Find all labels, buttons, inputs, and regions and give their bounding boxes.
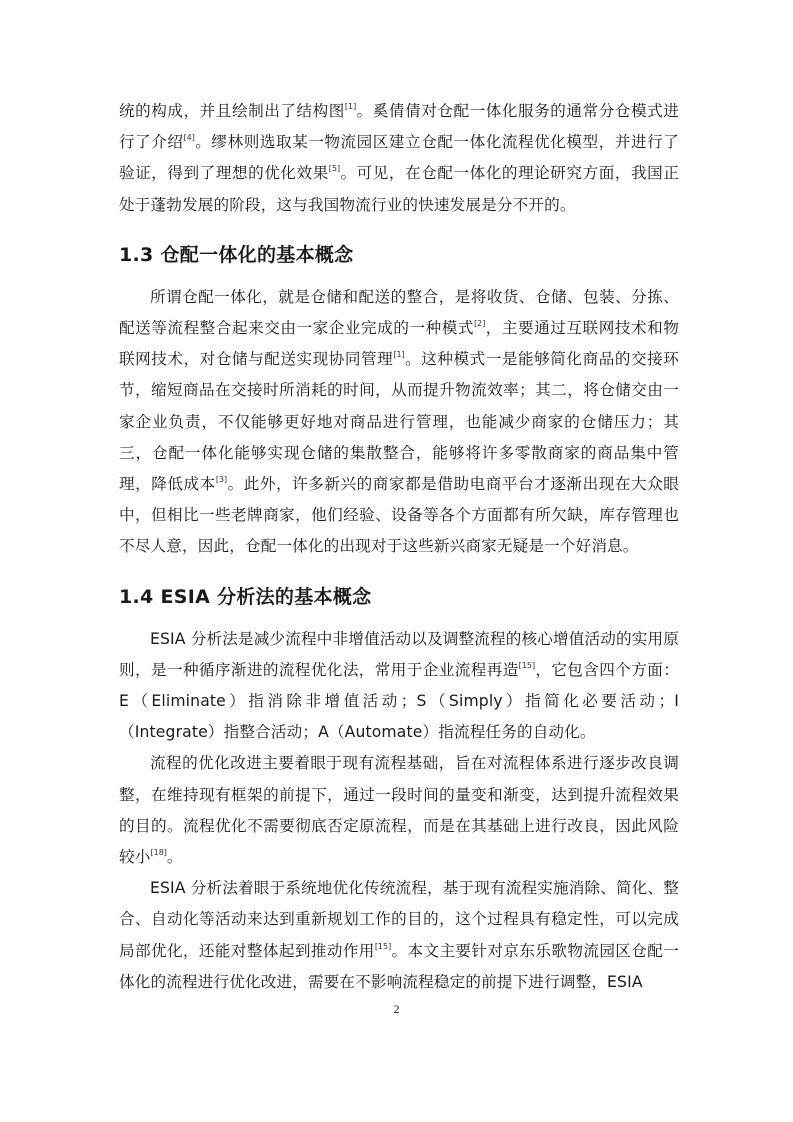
text-run: 。缪林则选取某一物流园区建立仓配一体化流程优化模型，并进行了验证，得到了理想的优化效果: [119, 133, 679, 183]
text-run: ，主要通过互联网技术和物联网技术，对仓储与配送实现协同管理: [119, 319, 679, 369]
text-run: 。此外，许多新兴的商家都是借助电商平台才逐渐出现在大众眼中，但相比一些老牌商家，他们经验、设备等各个方面都有所欠缺，库存管理也不尽人意，因此，仓配一体化的出现对于这些新兴商家无疑是一个好消息。: [119, 475, 679, 556]
page-number: 2: [393, 1002, 400, 1016]
paragraph-esia-application: [119, 873, 679, 998]
text-run: 。这种模式一是能够简化商品的交接环节，缩短商品在交接时所消耗的时间，从而提升物流效率；其二，将仓储交由一家企业负责，不仅能够更好地对商品进行管理，也能减少商家的仓储压力；其三，仓配一体化能够实现仓储的集散整合，能够将许多零散商家的商品集中管理，降低成本: [119, 350, 679, 494]
citation-ref: [5]: [328, 164, 341, 174]
text-run: 。: [166, 848, 183, 867]
section-heading-1-3: 1.3 仓配一体化的基本概念: [119, 243, 354, 266]
paragraph-process-optimization: [119, 748, 679, 873]
paragraph-esia-definition: [119, 624, 679, 749]
page-body: [119, 96, 679, 998]
text-run: 所谓仓配一体化，就是仓储和配送的整合，是将收货、仓储、包装、分拣、配送等流程整合起来交由一家企业完成的一种模式: [119, 287, 679, 338]
citation-ref: [2]: [474, 319, 486, 329]
citation-ref: [15]: [374, 941, 392, 951]
text-run: 流程的优化改进主要着眼于现有流程基础，旨在对流程体系进行逐步改良调整，在维持现有框架的前提下，通过一段时间的量变和渐变，达到提升流程效果的目的。流程优化不需要彻底否定原流程，而是在其基础上进行改良，因此风险较小: [119, 754, 679, 867]
paragraph-continuation: [119, 96, 679, 221]
text-run: 。奚倩倩对仓配一体化服务的通常分仓模式进行了介绍: [119, 102, 679, 152]
citation-ref: [18]: [150, 848, 167, 858]
citation-ref: [15]: [518, 660, 536, 670]
text-run: 。可见，在仓配一体化的理论研究方面，我国正处于蓬勃发展的阶段，这与我国物流行业的快速发展是分不开的。: [119, 164, 679, 214]
text-run: 。本文主要针对京东乐歌物流园区仓配一体化的流程进行优化改进，需要在不影响流程稳定的前提下进行调整，ESIA: [119, 941, 680, 991]
citation-ref: [3]: [215, 475, 228, 485]
text-run: 统的构成，并且绘制出了结构图: [119, 102, 345, 120]
text-run: ，它包含四个方面：E（Eliminate）指消除非增值活动；S（Simply）指简化必要活动；I（Integrate）指整合活动；A（Automate）指流程任务的自动化。: [119, 660, 679, 742]
citation-ref: [1]: [344, 102, 357, 111]
citation-ref: [4]: [183, 133, 195, 143]
paragraph-warehouse-distribution-concept: [119, 282, 679, 563]
section-heading-1-4: 1.4 ESIA 分析法的基本概念: [119, 585, 372, 608]
text-run: ESIA 分析法是减少流程中非增值活动以及调整流程的核心增值活动的实用原则，是一种循序渐进的流程优化法，常用于企业流程再造: [119, 629, 679, 679]
citation-ref: [1]: [393, 350, 405, 360]
text-run: ESIA 分析法着眼于系统地优化传统流程，基于现有流程实施消除、简化、整合、自动化等活动来达到重新规划工作的目的，这个过程具有稳定性，可以完成局部优化，还能对整体起到推动作用: [119, 879, 679, 960]
